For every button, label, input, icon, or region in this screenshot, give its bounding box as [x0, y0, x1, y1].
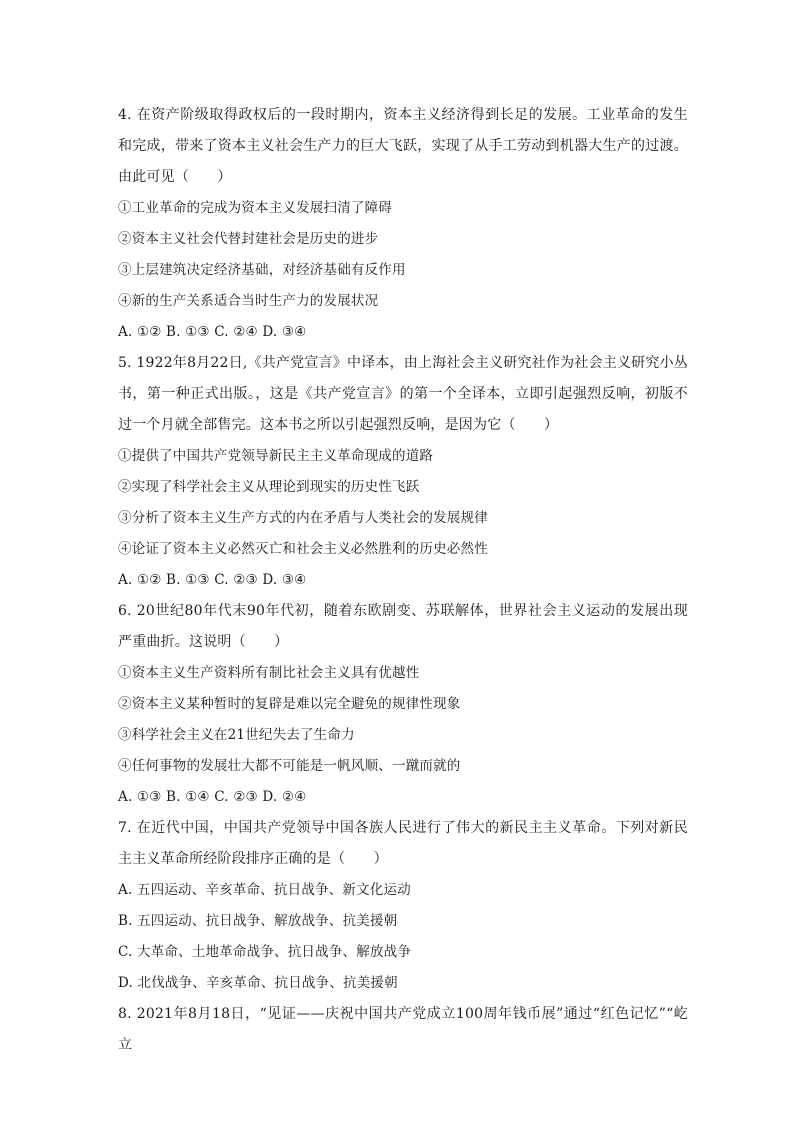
- statement-option: ②资本主义某种暂时的复辟是难以完全避免的规律性现象: [118, 696, 461, 712]
- statement-option: ③分析了资本主义生产方式的内在矛盾与人类社会的发展规律: [118, 510, 488, 526]
- answer-option: A. 五四运动、辛亥革命、抗日战争、新文化运动: [118, 882, 411, 898]
- answer-option: C. 大革命、土地革命战争、抗日战争、解放战争: [118, 944, 412, 960]
- statement-option: ③上层建筑决定经济基础，对经济基础有反作用: [118, 262, 406, 278]
- question-stem: 5. 1922年8月22日,《共产党宣言》中译本，由上海社会主义研究社作为社会主义研究小丛书，第一种正式出版。，这是《共产党宣言》的第一个全译本，立即引起强烈反响，初版不过一个月就全部售完。这本书之所以引起强烈反响，是因为它（ ）: [118, 355, 688, 433]
- statement-option: ②实现了科学社会主义从理论到现实的历史性飞跃: [118, 479, 420, 495]
- answer-choices: A. ①② B. ①③ C. ②④ D. ③④: [118, 324, 307, 340]
- question-stem: 8. 2021年8月18日，“见证——庆祝中国共产党成立100周年钱币展”通过“红色记忆”“屹立: [118, 1006, 688, 1053]
- statement-option: ③科学社会主义在21世纪失去了生命力: [118, 727, 355, 743]
- question-list: [118, 100, 688, 1061]
- statement-option: ②资本主义社会代替封建社会是历史的进步: [118, 231, 379, 247]
- question-stem: 7. 在近代中国，中国共产党领导中国各族人民进行了伟大的新民主主义革命。下列对新民主主义革命所经阶段排序正确的是（ ）: [118, 820, 688, 867]
- question-stem: 6. 20世纪80年代末90年代初，随着东欧剧变、苏联解体，世界社会主义运动的发展出现严重曲折。这说明（ ）: [118, 603, 688, 650]
- question-8: [118, 999, 688, 1061]
- statement-option: ④论证了资本主义必然灭亡和社会主义必然胜利的历史必然性: [118, 541, 488, 557]
- question-stem: 4. 在资产阶级取得政权后的一段时期内，资本主义经济得到长足的发展。工业革命的发生和完成，带来了资本主义社会生产力的巨大飞跃，实现了从手工劳动到机器大生产的过渡。由此可见（ ）: [118, 107, 688, 185]
- question-6: [118, 596, 688, 813]
- question-4: [118, 100, 688, 348]
- question-5: [118, 348, 688, 596]
- statement-option: ④任何事物的发展壮大都不可能是一帆风顺、一蹴而就的: [118, 758, 461, 774]
- statement-option: ①资本主义生产资料所有制比社会主义具有优越性: [118, 665, 420, 681]
- answer-choices: A. ①② B. ①③ C. ②③ D. ③④: [118, 572, 307, 588]
- statement-option: ④新的生产关系适合当时生产力的发展状况: [118, 293, 379, 309]
- answer-option: D. 北伐战争、辛亥革命、抗日战争、抗美援朝: [118, 975, 398, 991]
- answer-choices: A. ①③ B. ①④ C. ②③ D. ②④: [118, 789, 307, 805]
- answer-option: B. 五四运动、抗日战争、解放战争、抗美援朝: [118, 913, 398, 929]
- question-7: [118, 813, 688, 999]
- statement-option: ①提供了中国共产党领导新民主主义革命现成的道路: [118, 448, 434, 464]
- statement-option: ①工业革命的完成为资本主义发展扫清了障碍: [118, 200, 392, 216]
